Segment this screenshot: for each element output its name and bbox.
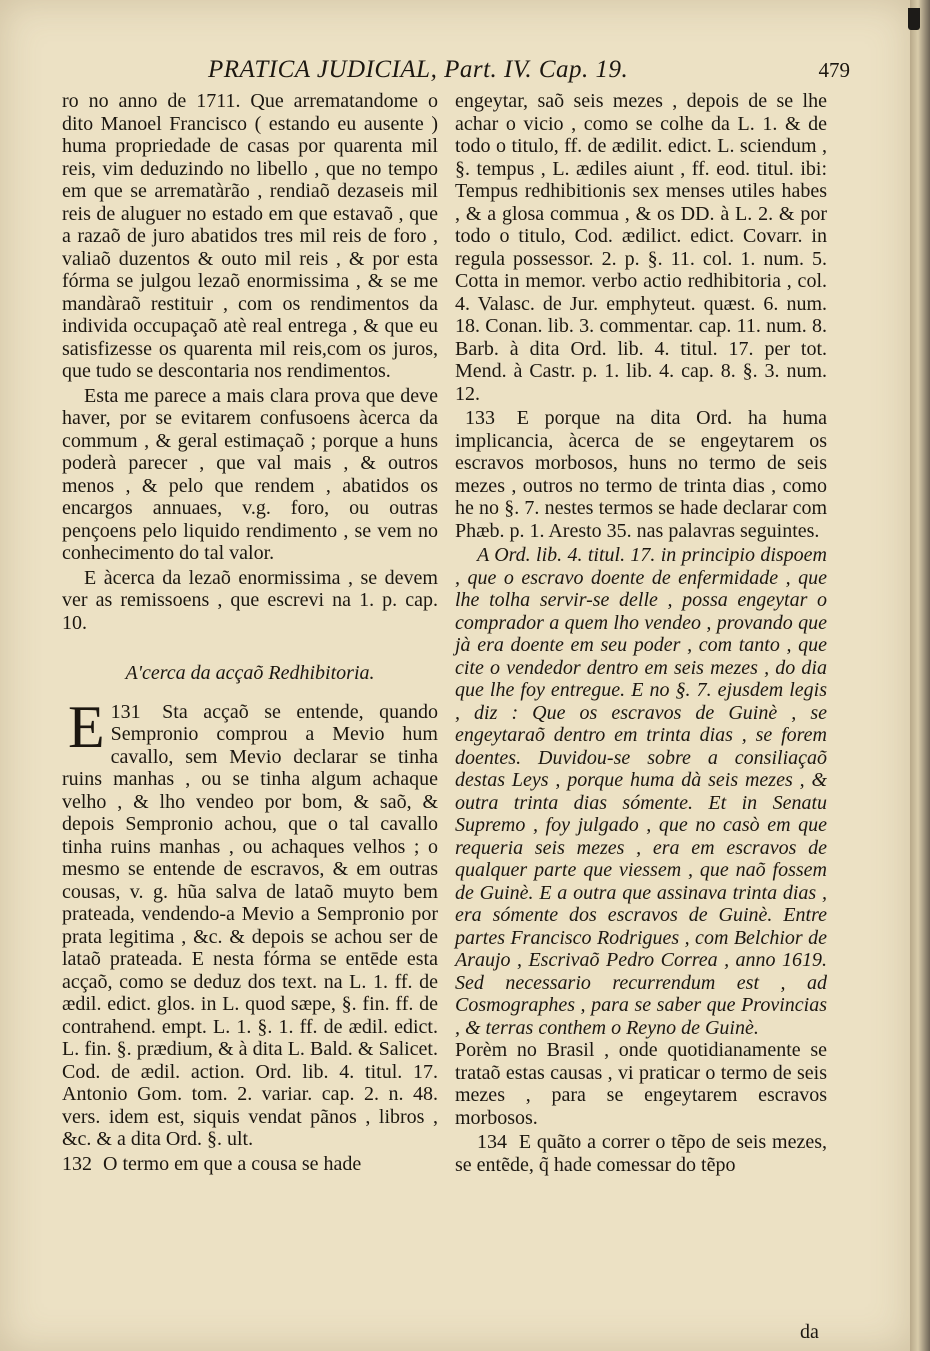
page-tab [908, 8, 920, 30]
left-column [62, 90, 438, 1175]
section-heading: A'cerca da acçaõ Redhibitoria. [125, 662, 375, 684]
paragraph: ro no anno de 1711. Que arrematandome o dito Manoel Francisco ( estando eu ausente ) huma propriedade de casas por quarenta mil reis, vim deduzindo no libello , que no tempo em que se arrematàrão , rendiaõ dezaseis mil reis de aluguer no estado em que estavaõ , que a razaõ de juro abatidos tres mil reis de foro , valiaõ duzentos & outo mil reis , & por esta fórma se julgou lezaõ enormissima , & se me mandàraõ restituir , com os rendimentos da individa occupaçaõ atè real entrega , & que eu satisfizesse os quarenta mil reis,com os juros, que tudo se descontaria nos rendimentos. [62, 90, 438, 382]
paragraph-number: 132 [62, 1152, 92, 1175]
paragraph: engeytar, saõ seis mezes , depois de se lhe achar o vicio , como se colhe da L. 1. & de todo o titulo, ff. de ædilit. edict. L. sciendum , §. tempus , L. ædiles aiunt , ff. eod. titul. ibi: Tempus redhibitionis sex menses utiles habes , & a glosa commua , & os DD. à L. 2. & por todo o titulo, Cod. ædilict. edict. Covarr. in regula possessor. 2. p. §. 11. col. 1. num. 5. Cotta in memor. verbo actio redhibitoria , col. 4. Valasc. de Jur. emphyteut. quæst. 6. num. 18. Conan. lib. 3. commentar. cap. 11. num. 8. Barb. à dita Ord. lib. 4. titul. 17. per tot. Mend. à Castr. p. 1. lib. 4. cap. 8. §. 3. num. 12. [455, 90, 827, 405]
paragraph-number: 133 [465, 407, 495, 429]
paragraph-132 [62, 1153, 438, 1176]
running-title: PRATICA JUDICIAL, Part. IV. Cap. 19. [208, 56, 629, 83]
paragraph-134 [455, 1131, 827, 1176]
paragraph-number: 134 [477, 1131, 507, 1153]
paragraph: Esta me parece a mais clara prova que deve haver, por se evitarem confusoens àcerca da commum , & geral estimaçaõ ; porque a huns poderà parecer , que val mais , & outros menos , & pelo que rendem , abatidos os encargos annuaes, v.g. foro, ou outras pençoens pelo liquido rendimento , se vem no conhecimento do tal valor. [62, 384, 438, 564]
page-header [60, 56, 850, 86]
page-number: 479 [818, 58, 850, 82]
page-edge [910, 0, 930, 1351]
catchword: da [800, 1321, 819, 1343]
paragraph-text: Sta acçaõ se entende, quando Sempronio comprou a Mevio hum cavallo, sem Mevio declarar se tinha ruins manhas , ou se tinha algum achaque velho , & lho vendeo por bom, & saõ, & depois Sempronio achou, que o tal cavallo tinha ruins manhas , ou achaques velhos ; o mesmo se entende de escravos, & em outras cousas, v. g. hũa salva de lataõ muyto bem prateada, vendendo-a Mevio a Sempronio por prata legitima , &c. & depois se achou ser de lataõ prateada. E nesta fórma se entēde esta acçaõ, como se deduz dos text. na L. 1. ff. de ædil. edict. glos. in L. quod sæpe, §. fin. ff. de contrahend. empt. L. 1. §. 1. ff. de ædil. edict. L. fin. §. prædium, & à dita L. Bald. & Salicet. Cod. de ædil. action. Ord. lib. 4. titul. 17. Antonio Gom. tom. 2. variar. cap. 2. n. 48. vers. idem est, siquis vendat pãnos , libros , &c. & a dita Ord. §. ult. [62, 700, 438, 1150]
paragraph-number: 131 [110, 700, 141, 723]
paragraph: Porèm no Brasil , onde quotidianamente se trataõ estas causas , vi praticar o termo de seis mezes , para se engeytarem escravos morbosos. [455, 1039, 827, 1129]
drop-cap: E [68, 693, 105, 760]
paragraph-text: E porque na dita Ord. ha huma implicancia, àcerca de se engeytarem os escravos morbosos, huns no termo de seis mezes , outros no termo de trinta dias , como he no §. 7. nestes termos se hade declarar com Phæb. p. 1. Aresto 35. nas palavras seguintes. [455, 407, 827, 542]
paragraph-131 [62, 693, 438, 1151]
paragraph: E àcerca da lezaõ enormissima , se devem ver as remissoens , que escrevi na 1. p. cap. 10. [62, 566, 438, 634]
paragraph-text: O termo em que a cousa se hade [103, 1152, 362, 1175]
quoted-passage: A Ord. lib. 4. titul. 17. in principio dispoem , que o escravo doente de enfermidade , que lhe tolha servir-se delle , possa engeytar o comprador a quem lho vendeo , provando que jà era doente em seu poder , com tanto , que cite o vendedor dentro em seis mezes , do dia que lhe foy entregue. E no §. 7. ejusdem legis , diz : Que os escravos de Guinè , se engeytaraõ dentro em trinta dias , se forem doentes. Duvidou-se sobre a consiliaçaõ destas Leys , porque huma dà seis mezes , & outra trinta dias sómente. Et in Senatu Supremo , foy julgado , que no casò em que requeria seis mezes , era em escravos de qualquer parte que viessem , que naõ fossem de Guinè. E a outra que assinava trinta dias , era sómente dos escravos de Guinè. Entre partes Francisco Rodrigues , com Belchior de Araujo , Escrivaõ Pedro Correa , anno 1619. Sed necessario recurrendum est , ad Cosmographes , para se saber que Provincias , & terras conthem o Reyno de Guinè. [455, 544, 827, 1039]
paragraph-133 [455, 407, 827, 542]
paragraph-text: E quãto a correr o tẽpo de seis mezes, se entẽde, q̃ hade comessar do tẽpo [455, 1131, 827, 1176]
right-column [455, 90, 827, 1176]
